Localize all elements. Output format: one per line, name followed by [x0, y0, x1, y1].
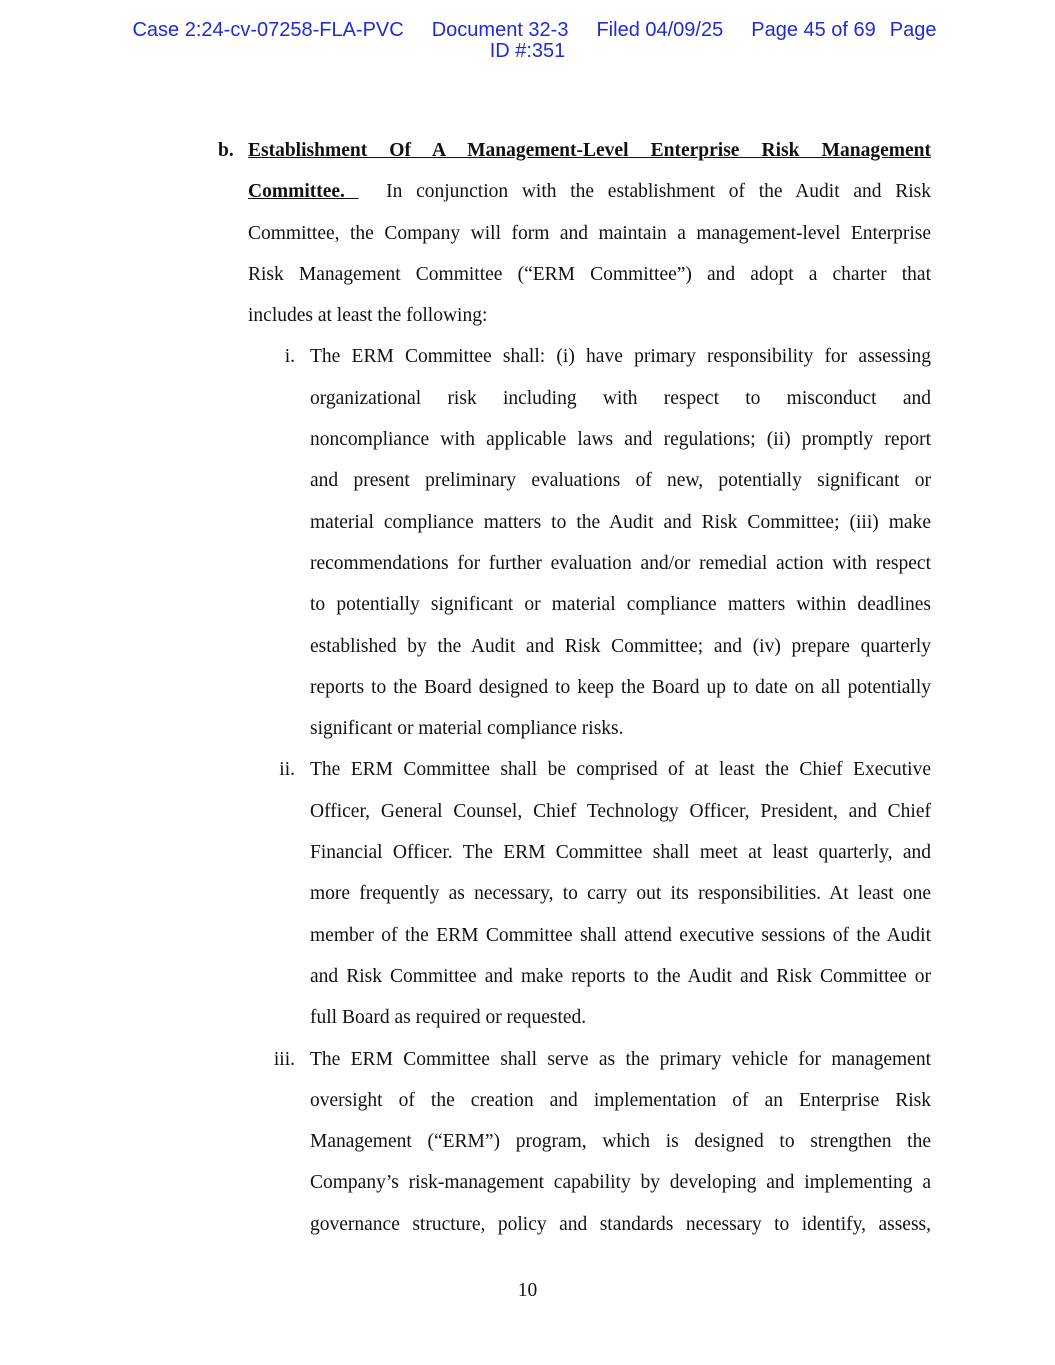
- section-b-line: [248, 171, 931, 212]
- list-item-row: [0, 1121, 1055, 1162]
- list-item-row: [0, 1080, 1055, 1121]
- section-b-line: Committee, the Company will form and maintain a management-level Enterprise: [248, 222, 931, 244]
- list-item-line: established by the Audit and Risk Committee; and (iv) prepare quarterly: [310, 635, 931, 657]
- list-item-line: The ERM Committee shall: (i) have primary responsibility for assessing: [310, 346, 931, 368]
- list-item: [0, 1039, 1055, 1245]
- list-item-line: Management (“ERM”) program, which is designed to strengthen the: [310, 1131, 931, 1153]
- section-b-row: [0, 295, 1055, 336]
- list-item-row: [0, 460, 1055, 501]
- list-item-row: [0, 873, 1055, 914]
- list-item-row: [0, 956, 1055, 997]
- list-item-line: and present preliminary evaluations of new, potentially significant or: [310, 470, 931, 492]
- list-item-line: governance structure, policy and standards necessary to identify, assess,: [310, 1213, 931, 1235]
- section-b-label: b.: [218, 140, 234, 161]
- list-item-line: The ERM Committee shall be comprised of at least the Chief Executive: [310, 759, 931, 781]
- header-filed: Filed 04/09/25: [596, 19, 724, 41]
- list-item-line: Officer, General Counsel, Chief Technology Officer, President, and Chief: [310, 800, 931, 822]
- page-number: 10: [517, 1280, 538, 1301]
- section-b-line: Risk Management Committee (“ERM Committee”) and adopt a charter that: [248, 263, 931, 285]
- list-item-line: oversight of the creation and implementation of an Enterprise Risk: [310, 1089, 931, 1111]
- list-item: [0, 749, 1055, 1038]
- header-page-id-1: Page: [889, 19, 937, 41]
- list-item-row: [0, 626, 1055, 667]
- list-item-row: [0, 1039, 1055, 1080]
- list-item-line: recommendations for further evaluation and/or remedial action with respect: [310, 552, 931, 574]
- list-item-row: [0, 543, 1055, 584]
- list-item-line: significant or material compliance risks.: [310, 718, 624, 740]
- list-item-line: The ERM Committee shall serve as the primary vehicle for management: [310, 1048, 931, 1070]
- header-page: Page 45 of 69: [751, 19, 876, 41]
- list-item-line: organizational risk including with respect to misconduct and: [310, 387, 931, 409]
- list-item-row: [0, 997, 1055, 1038]
- list-item-row: [0, 419, 1055, 460]
- list-item-row: [0, 1204, 1055, 1245]
- section-b-heading-row: [0, 130, 1055, 171]
- section-b-heading: Establishment Of A Management-Level Enterprise Risk Management: [248, 140, 931, 161]
- header-document: Document 32-3: [431, 19, 569, 41]
- list-item-row: [0, 915, 1055, 956]
- list-item-row: [0, 502, 1055, 543]
- section-b-line: includes at least the following:: [248, 305, 488, 327]
- list-item-row: [0, 832, 1055, 873]
- list-item-row: [0, 791, 1055, 832]
- list-item-line: member of the ERM Committee shall attend executive sessions of the Audit: [310, 924, 931, 946]
- list-item-row: [0, 336, 1055, 377]
- list-item-row: [0, 749, 1055, 790]
- list-item-line: reports to the Board designed to keep the Board up to date on all potentially: [310, 676, 931, 698]
- list-item-row: [0, 1162, 1055, 1203]
- list-item-line: material compliance matters to the Audit and Risk Committee; (iii) make: [310, 511, 931, 533]
- section-b-text: In conjunction with the establishment of the Audit and Risk: [386, 181, 931, 203]
- section-b-row: [0, 254, 1055, 295]
- list-item: [0, 336, 1055, 749]
- list-item-row: [0, 708, 1055, 749]
- case-header: [0, 20, 1055, 62]
- list-item-row: [0, 667, 1055, 708]
- list-item-row: [0, 378, 1055, 419]
- list-item-line: full Board as required or requested.: [310, 1007, 587, 1029]
- list-item-line: and Risk Committee and make reports to the Audit and Risk Committee or: [310, 965, 931, 987]
- header-page-id-2: ID #:351: [489, 40, 566, 62]
- list-item-row: [0, 584, 1055, 625]
- section-b-heading-cont: Committee.: [248, 181, 359, 203]
- list-item-line: to potentially significant or material compliance matters within deadlines: [310, 594, 931, 616]
- list-item-line: noncompliance with applicable laws and regulations; (ii) promptly report: [310, 429, 931, 451]
- list-item-label: iii.: [273, 1048, 295, 1070]
- list-item-label: ii.: [279, 759, 295, 781]
- document-body: [0, 130, 1055, 1245]
- list-item-line: Company’s risk-management capability by developing and implementing a: [310, 1172, 931, 1194]
- list-item-label: i.: [284, 346, 295, 368]
- section-b-row: [0, 213, 1055, 254]
- list-item-line: Financial Officer. The ERM Committee shall meet at least quarterly, and: [310, 842, 931, 864]
- header-case-number: Case 2:24-cv-07258-FLA-PVC: [132, 19, 404, 41]
- section-b-heading-row-2: [0, 171, 1055, 212]
- list-item-line: more frequently as necessary, to carry out its responsibilities. At least one: [310, 883, 931, 905]
